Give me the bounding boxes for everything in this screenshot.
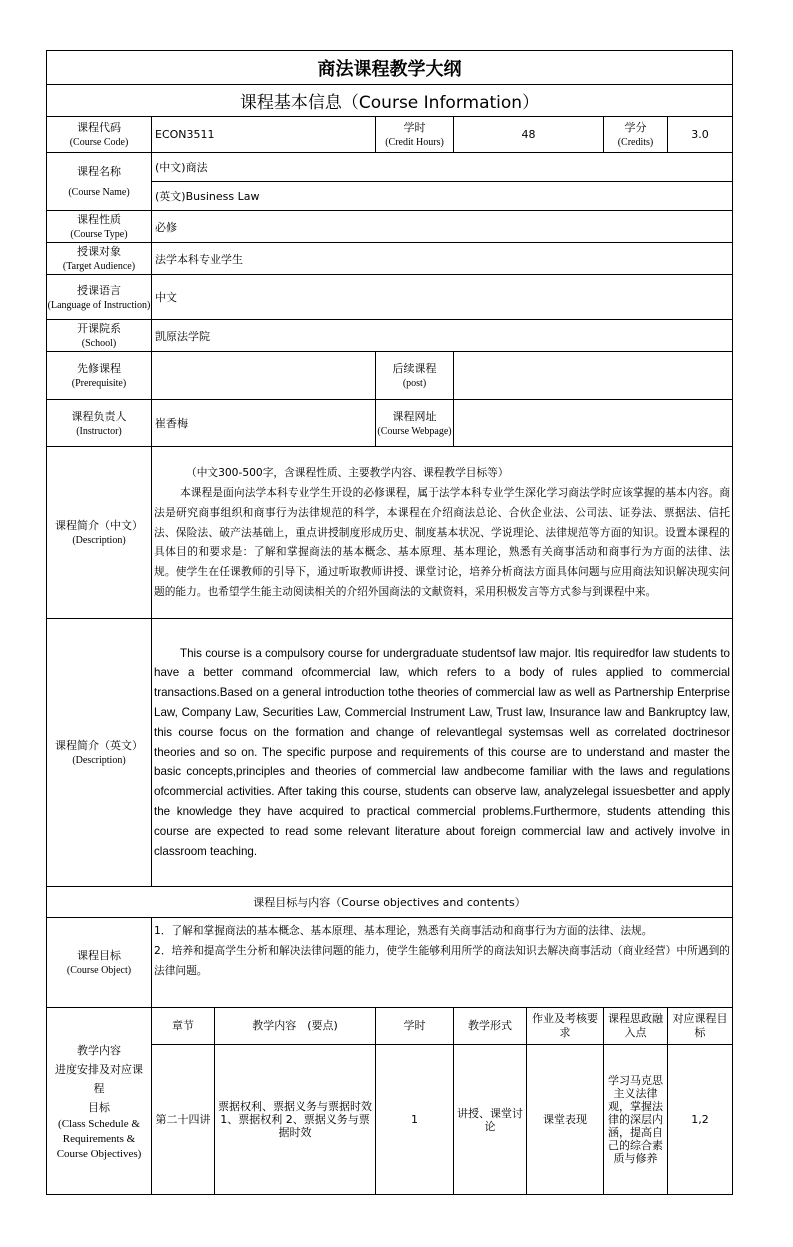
- credit-hours-value: 48: [454, 117, 604, 153]
- description-cn-note: （中文300-500字，含课程性质、主要教学内容、课程教学目标等）: [186, 466, 509, 480]
- col-header-chapter: 章节: [152, 1008, 215, 1045]
- description-cn-label: 课程简介（中文） (Description): [47, 447, 152, 619]
- row-hours: 1: [376, 1045, 454, 1195]
- description-cn: [152, 447, 733, 619]
- objective-item-1: 1．了解和掌握商法的基本概念、基本原理、基本理论，熟悉有关商事活动和商事行为方面的法律、法规。: [154, 924, 653, 937]
- row-ideology: 学习马克思主义法律观，掌握法律的深层内涵，提高自己的综合素质与修养: [604, 1045, 668, 1195]
- schedule-label: 教学内容 进度安排及对应课 程 目标 (Class Schedule & Requirements & Course Objectives): [47, 1008, 152, 1195]
- section-title-info: 课程基本信息（Course Information）: [47, 85, 733, 117]
- target-audience-value: 法学本科专业学生: [152, 243, 733, 275]
- row-content: 票据权利、票据义务与票据时效 1、票据权利 2、票据义务与票据时效: [215, 1045, 376, 1195]
- credit-hours-label: 学时 (Credit Hours): [376, 117, 454, 153]
- course-code-value: ECON3511: [152, 117, 376, 153]
- instructor-label: 课程负责人 (Instructor): [47, 400, 152, 447]
- instructor-value: 崔香梅: [152, 400, 376, 447]
- objectives-section-title: 课程目标与内容（Course objectives and contents）: [47, 887, 733, 918]
- syllabus-table: [46, 50, 733, 1195]
- course-name-en: (英文)Business Law: [152, 182, 733, 211]
- row-form: 讲授、课堂讨论: [454, 1045, 527, 1195]
- description-cn-text: 本课程是面向法学本科专业学生开设的必修课程，属于法学本科专业学生深化学习商法学时应该掌握的基本内容。商法是研究商事组织和商事行为法律规范的科学，本课程在介绍商法总论、合伙企业法、公司法、证券法、票据法、信托法、保险法、破产法基础上，重点讲授制度形成历史、制度基本状况、学说理论、法律规范等方面的知识。设置本课程的具体目的和要求是：了解和掌握商法的基本概念、基本原理、基本理论，熟悉有关商事活动和商事行为方面的法律、法规。使学生在任课教师的引导下，通过听取教师讲授、课堂讨论，培养分析商法方面具体问题与应用商法知识解决现实问题的能力。也希望学生能主动阅读相关的介绍外国商法的文献资料，采用积极发言等方式参与到课程中来。: [154, 486, 730, 598]
- col-header-form: 教学形式: [454, 1008, 527, 1045]
- col-header-ideology: 课程思政融入点: [604, 1008, 668, 1045]
- target-audience-label: 授课对象 (Target Audience): [47, 243, 152, 275]
- webpage-value: [454, 400, 733, 447]
- col-header-hours: 学时: [376, 1008, 454, 1045]
- col-header-content: 教学内容 (要点): [215, 1008, 376, 1045]
- credits-label: 学分 (Credits): [604, 117, 668, 153]
- prerequisite-label: 先修课程 (Prerequisite): [47, 352, 152, 400]
- course-code-label: 课程代码 (Course Code): [47, 117, 152, 153]
- school-label: 开课院系 (School): [47, 320, 152, 352]
- description-en-label: 课程简介（英文） (Description): [47, 619, 152, 887]
- objective-item-2: 2．培养和提高学生分析和解决法律问题的能力，使学生能够利用所学的商法知识去解决商事活动（商业经营）中所遇到的法律问题。: [154, 943, 730, 977]
- credits-value: 3.0: [668, 117, 733, 153]
- course-object-label: 课程目标 (Course Object): [47, 918, 152, 1008]
- description-en-text: This course is a compulsory course for undergraduate studentsof law major. Itis requiredfor law students to have a better command ofcommercial law, which refers to a body of rules applied to commercial transactions.Based on a general introduction tothe theories of commercial law as well as Partnership Enterprise Law, Company Law, Securities Law, Commercial Instrument Law, Trust law, Insurance law and Bankruptcy law, this course focus on the formation and change of relevantlegal systemsas well as correlated doctrinesor theories and so on. The specific purpose and requirements of this course are to understand and master the basic concepts,principles and theories of commercial law andbecome familiar with the laws and regulations ofcommercial activities. After taking this course, students can observe law, analyzelegal issuesbetter and apply the knowledge they have acquired to practical commercial problems.Furthermore, students attending this course are expected to read some relevant literature about foreign commercial law and actively involve in classroom teaching.: [154, 646, 730, 858]
- prerequisite-value: [152, 352, 376, 400]
- page-title: 商法课程教学大纲: [47, 51, 733, 85]
- school-value: 凯原法学院: [152, 320, 733, 352]
- post-course-label: 后续课程 (post): [376, 352, 454, 400]
- language-label: 授课语言 (Language of Instruction): [47, 275, 152, 320]
- col-header-assessment: 作业及考核要求: [527, 1008, 604, 1045]
- course-type-label: 课程性质 (Course Type): [47, 211, 152, 243]
- language-value: 中文: [152, 275, 733, 320]
- post-course-value: [454, 352, 733, 400]
- col-header-target: 对应课程目标: [668, 1008, 733, 1045]
- course-type-value: 必修: [152, 211, 733, 243]
- row-assessment: 课堂表现: [527, 1045, 604, 1195]
- course-name-cn: (中文)商法: [152, 153, 733, 182]
- webpage-label: 课程网址 (Course Webpage): [376, 400, 454, 447]
- course-name-label: 课程名称 (Course Name): [47, 153, 152, 211]
- description-en: [152, 619, 733, 887]
- row-chapter: 第二十四讲: [152, 1045, 215, 1195]
- course-objectives: [152, 918, 733, 1008]
- row-target: 1,2: [668, 1045, 733, 1195]
